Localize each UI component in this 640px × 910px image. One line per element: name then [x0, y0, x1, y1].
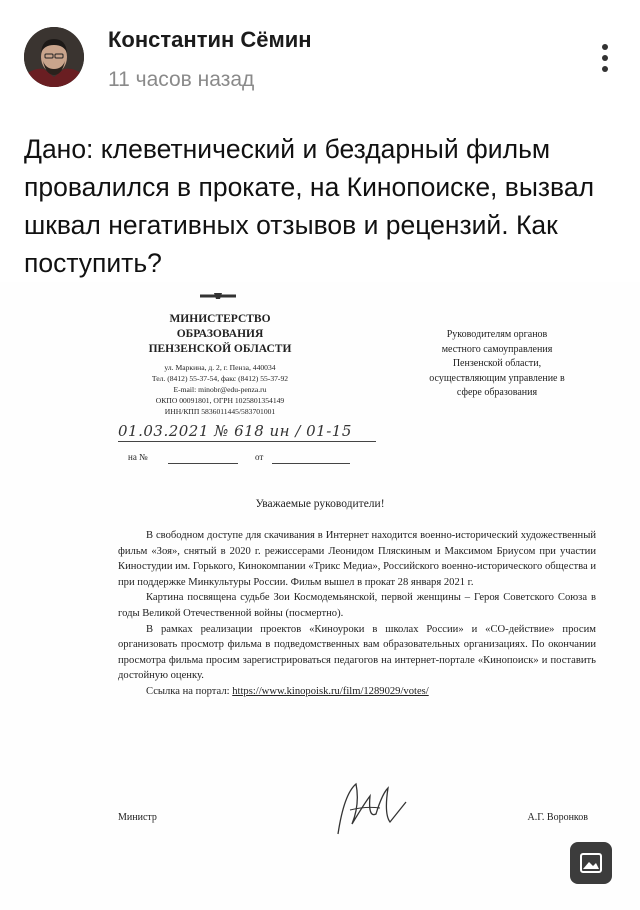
- ref-date-line: [272, 463, 350, 464]
- recipient-line: местного самоуправления: [441, 343, 553, 355]
- ministry-line: ОБРАЗОВАНИЯ: [176, 328, 264, 340]
- more-vertical-icon[interactable]: [594, 44, 616, 78]
- address-line: ул. Маркина, д. 2, г. Пенза, 440034: [164, 363, 276, 372]
- ref-date-label: от: [255, 452, 264, 462]
- signature-icon: [330, 774, 410, 844]
- letter-body: [118, 528, 596, 700]
- signer-name: А.Г. Воронков: [527, 812, 588, 823]
- ref-number-label: на №: [128, 452, 148, 462]
- avatar[interactable]: [24, 27, 84, 87]
- recipient-line: сфере образования: [456, 387, 538, 398]
- gallery-glyph: [570, 842, 612, 884]
- portal-link: https://www.kinopoisk.ru/film/1289029/votes/: [232, 685, 429, 697]
- ministry-line: ПЕНЗЕНСКОЙ ОБЛАСТИ: [148, 343, 292, 355]
- letter-link-row: [118, 684, 596, 700]
- ministry-name: [110, 312, 330, 357]
- image-icon[interactable]: [570, 842, 612, 884]
- ref-number-line: [168, 463, 238, 464]
- letter-paragraph: В рамках реализации проектов «Киноуроки в школах России» и «СО-действие» просим организовать просмотр фильма в подведомственных вам образовательных организациях. По окончании просмотра фильма просим зарегистрироваться педагогов на интернет-портале «Кинопоиск» и поставить достойную оценку.: [118, 623, 596, 682]
- address-line: ОКПО 00091801, ОГРН 1025801354149: [155, 396, 285, 405]
- minister-label: Министр: [118, 812, 157, 823]
- post-header: [0, 0, 640, 110]
- post-timestamp: 11 часов назад: [108, 68, 255, 91]
- letter-paragraph: В свободном доступе для скачивания в Интернет находится военно-исторический художественный фильм «Зоя», снятый в 2020 г. режиссерами Леонидом Пляскиным и Максимом Бриусом при участии Киностудии им. Горького, Кинокомпании «Трикс Медиа», Российского военно-исторического общества и при поддержке Минкультуры России. Фильм вышел в прокат 28 января 2021 г.: [118, 530, 596, 588]
- link-label: Ссылка на портал:: [146, 685, 230, 697]
- address-line: E-mail: minobr@edu-penza.ru: [173, 385, 267, 394]
- author-name[interactable]: Константин Сёмин: [108, 27, 312, 52]
- emblem-icon: [200, 292, 236, 300]
- letter-paragraph: Картина посвящена судьбе Зои Космодемьянской, первой женщины – Героя Советского Союза в годы Великой Отечественной войны (посмертно).: [118, 592, 596, 619]
- handwritten-date: 01.03.2021 № 618 ин / 01-15: [118, 422, 352, 440]
- recipient-line: осуществляющим управление в: [429, 372, 565, 384]
- post-text: Дано: клеветнический и бездарный фильм провалился в прокате, на Кинопоиске, вызвал шквал негативных отзывов и рецензий. Как поступить?: [24, 134, 595, 278]
- recipient-line: Пензенской области,: [452, 358, 542, 369]
- document-image[interactable]: [0, 282, 640, 910]
- recipient-line: Руководителям органов: [446, 329, 548, 340]
- avatar-photo: [24, 27, 84, 87]
- date-underline: [118, 441, 376, 442]
- ministry-line: МИНИСТЕРСТВО: [169, 313, 271, 325]
- address-line: ИНН/КПП 5836011445/583701001: [164, 407, 276, 416]
- letter-greeting: Уважаемые руководители!: [255, 498, 385, 510]
- ministry-address: [110, 362, 330, 417]
- recipient-block: [392, 328, 602, 401]
- address-line: Тел. (8412) 55-37-54, факс (8412) 55-37-92: [151, 374, 289, 383]
